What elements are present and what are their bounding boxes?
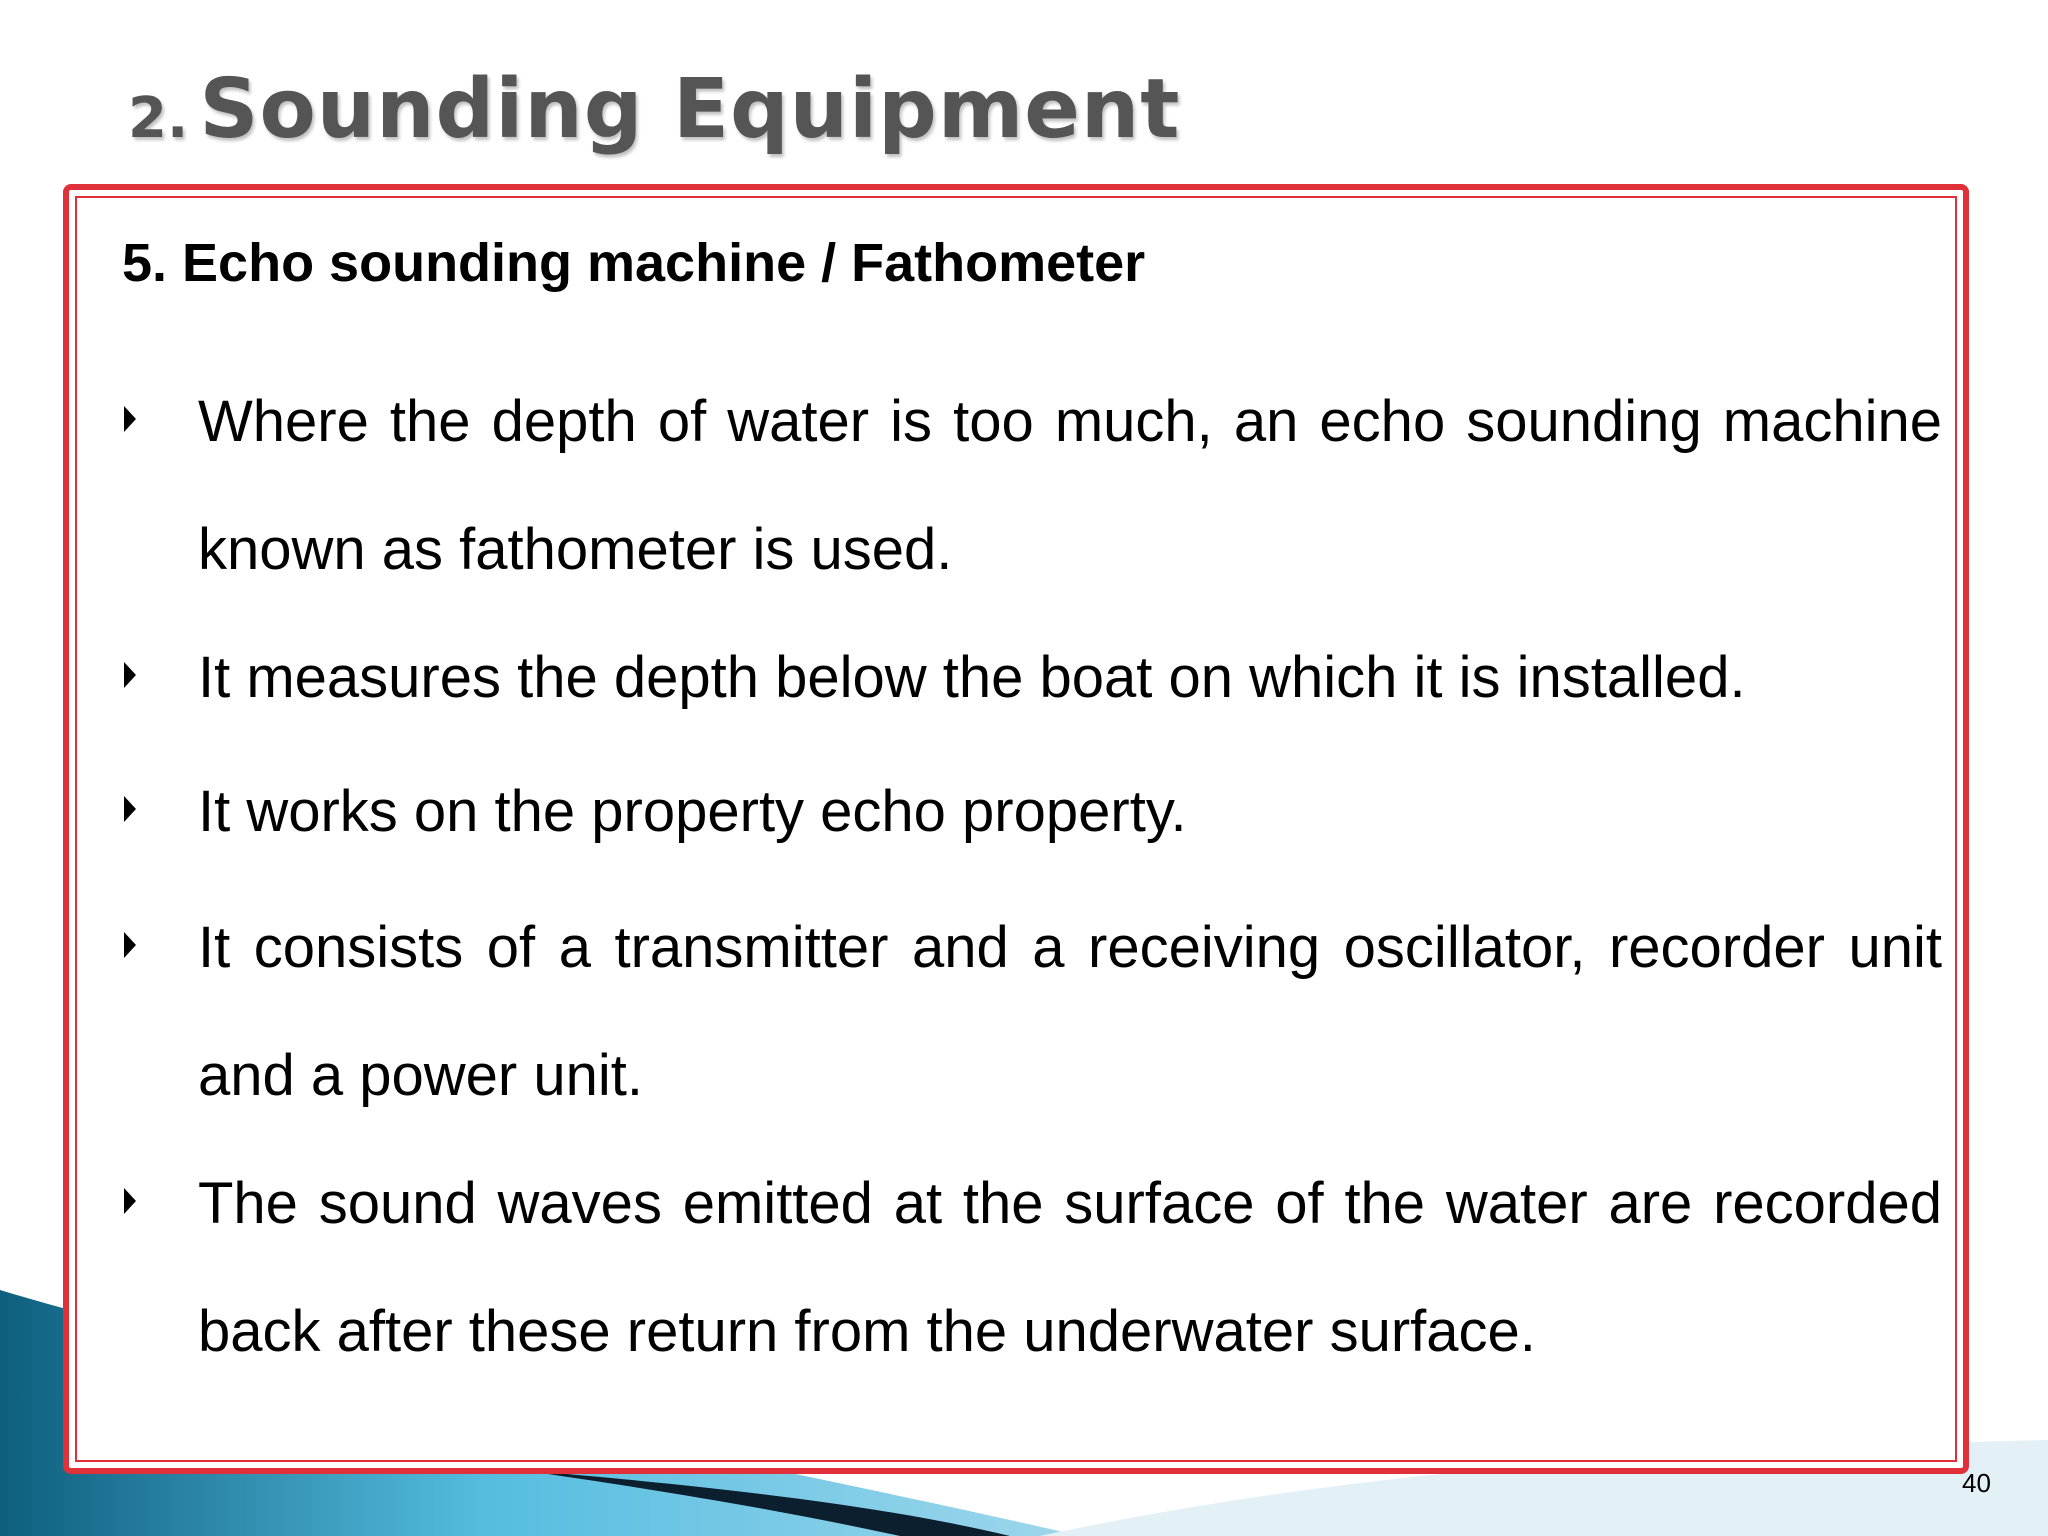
triangle-right-icon — [122, 930, 138, 960]
bullet-text: It consists of a transmitter and a receiving oscillator, recorder unit and a power unit. — [198, 915, 1942, 1108]
bullet-item — [122, 390, 1942, 614]
bullet-text: The sound waves emitted at the surface of the water are recorded back after these return from the underwater surface. — [198, 1171, 1942, 1364]
slide-title-number: 2. — [128, 86, 189, 151]
bullet-item — [122, 916, 1942, 1140]
triangle-right-icon — [122, 794, 138, 824]
triangle-right-icon — [122, 660, 138, 690]
triangle-right-icon — [122, 404, 138, 434]
bullet-text: It measures the depth below the boat on which it is installed. — [198, 645, 1746, 710]
bullet-item — [122, 1172, 1942, 1396]
bullet-item — [122, 646, 1942, 742]
section-heading: 5. Echo sounding machine / Fathometer — [122, 233, 1146, 293]
bullet-text: It works on the property echo property. — [198, 779, 1187, 844]
triangle-right-icon — [122, 1186, 138, 1216]
bullet-item — [122, 780, 1942, 876]
slide-title-text: Sounding Equipment — [199, 62, 1181, 157]
page-number: 40 — [1962, 1468, 1991, 1498]
slide-title — [128, 62, 1181, 157]
bullet-text: Where the depth of water is too much, an echo sounding machine known as fathometer is used. — [198, 389, 1942, 582]
